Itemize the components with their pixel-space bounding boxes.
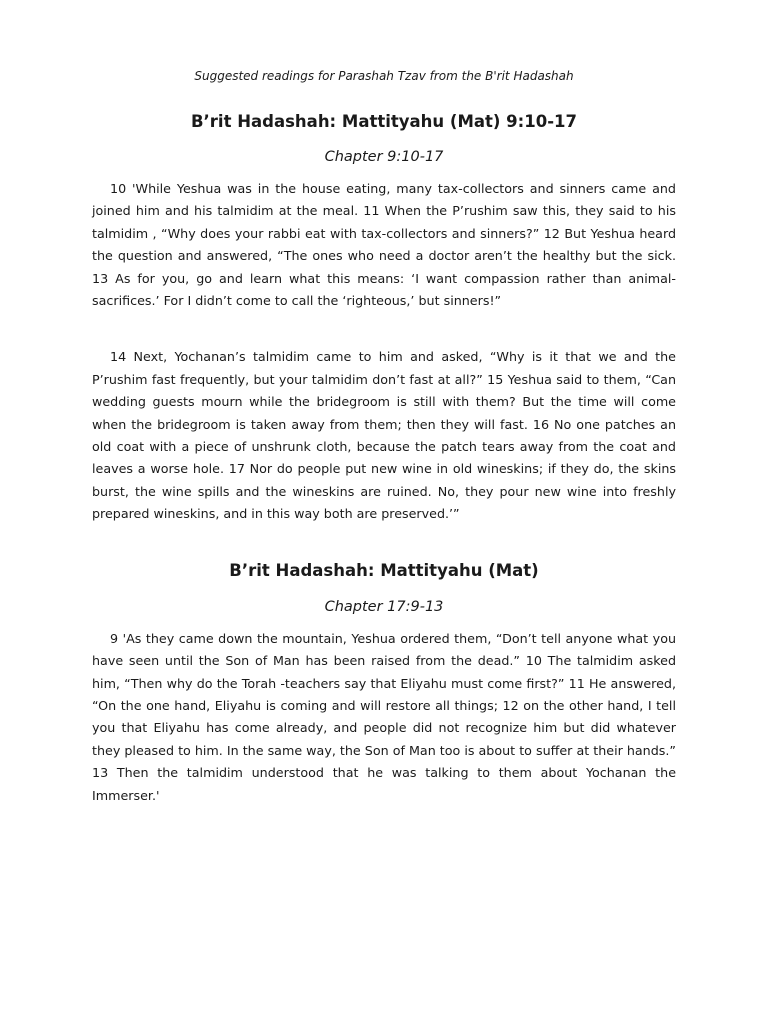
scripture-paragraph: 9 'As they came down the mountain, Yeshua ordered them, “Don’t tell anyone what you have seen until the Son of Man has been raised from the dead.” 10 The talmidim asked him, “Then why do the Torah -teachers say that Eliyahu must come first?” 11 He answered, “On the one hand, Eliyahu is coming and will restore all things; 12 on the other hand, I tell you that Eliyahu has come already, and people did not recognize him but did whatever they pleased to him. In the same way, the Son of Man too is about to suffer at their hands.” 13 Then the talmidim understood that he was talking to them about Yochanan the Immerser.' — [92, 630, 676, 803]
scripture-paragraph: 14 Next, Yochanan’s talmidim came to him and asked, “Why is it that we and the P’rushim fast frequently, but your talmidim don’t fast at all?” 15 Yeshua said to them, “Can wedding guests mourn while the bridegroom is still with them? But the time will come when the bridegroom is taken away from them; then they will fast. 16 No one patches an old coat with a piece of unshrunk cloth, because the patch tears away from the coat and leaves a worse hole. 17 Nor do people put new wine in old wineskins; if they do, the skins burst, the wine spills and the wineskins are ruined. No, they pour new wine into freshly prepared wineskins, and in this way both are preserved.’” — [92, 349, 676, 522]
chapter-heading-9: Chapter 9:10-17 — [324, 149, 444, 165]
suggested-readings-note: Suggested readings for Parashah Tzav from the B'rit Hadashah — [194, 69, 574, 83]
scripture-paragraph: 10 'While Yeshua was in the house eating, many tax-collectors and sinners came and joined him and his talmidim at the meal. 11 When the P’rushim saw this, they said to his talmidim , “Why does your rabbi eat with tax-collectors and sinners?” 12 But Yeshua heard the question and answered, “The ones who need a doctor aren’t the healthy but the sick. 13 As for you, go and learn what this means: ‘I want compassion rather than animal-sacrifices.’ For I didn’t come to call the ‘righteous,’ but sinners!” — [92, 181, 676, 309]
chapter-heading-17: Chapter 17:9-13 — [324, 598, 444, 615]
section-title-matthew-17: B’rit Hadashah: Mattityahu (Mat) — [229, 560, 539, 580]
section-title-matthew-9: B’rit Hadashah: Mattityahu (Mat) 9:10-17 — [190, 112, 578, 131]
